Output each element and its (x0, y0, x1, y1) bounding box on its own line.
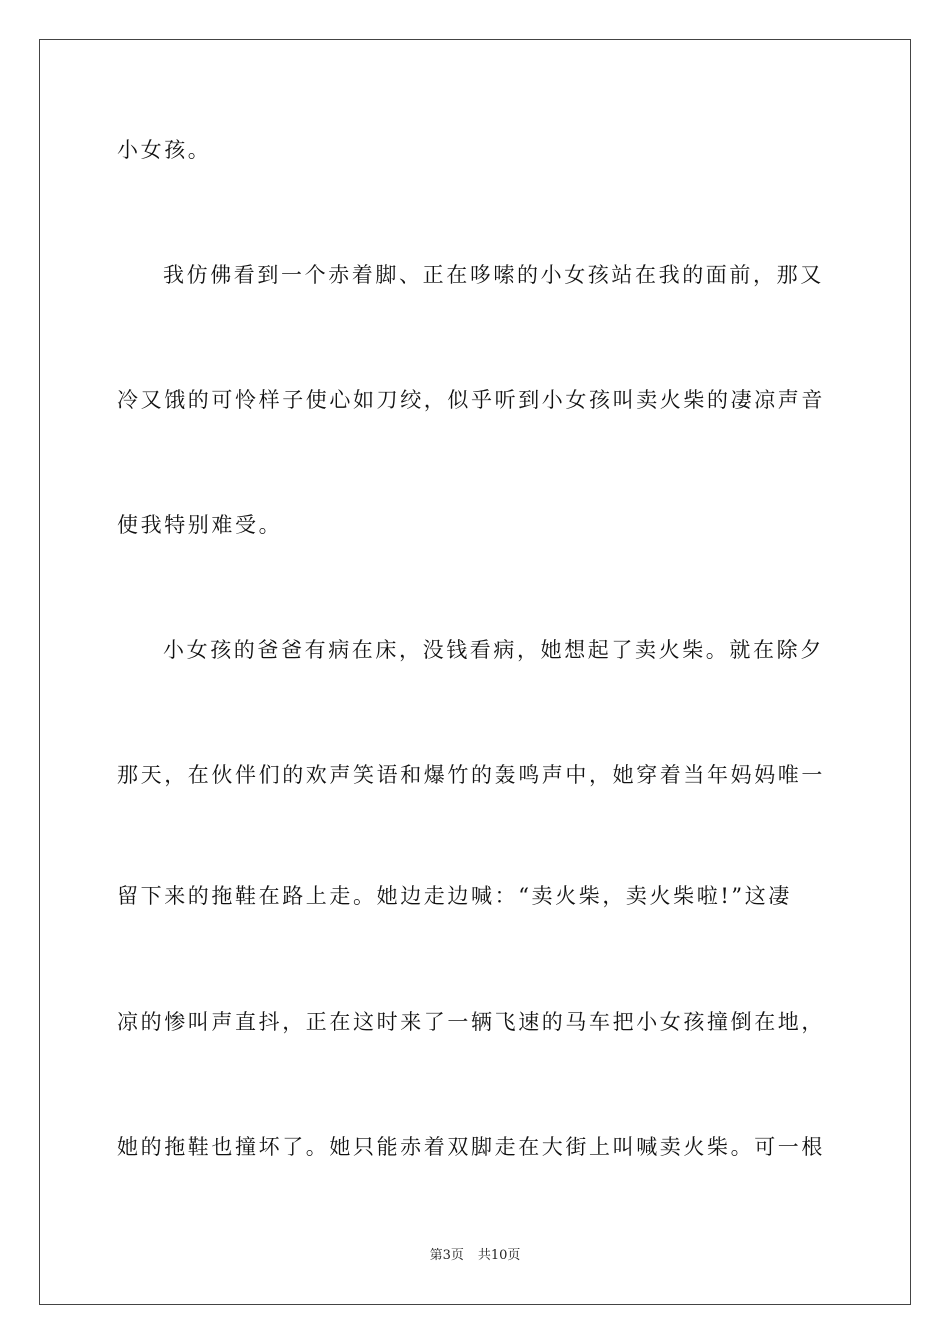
text-line-4: 使我特别难受。 (117, 513, 283, 537)
page-footer (0, 1247, 950, 1265)
text-line-1: 小女孩。 (117, 138, 212, 162)
text-line-5: 小女孩的爸爸有病在床，没钱看病，她想起了卖火柴。就在除夕 (163, 638, 824, 662)
text-line-9: 她的拖鞋也撞坏了。她只能赤着双脚走在大街上叫喊卖火柴。可一根 (117, 1135, 825, 1159)
text-line-6: 那天，在伙伴们的欢声笑语和爆竹的轰鸣声中，她穿着当年妈妈唯一 (117, 763, 825, 787)
page-total: 共10页 (477, 1248, 521, 1263)
text-line-8: 凉的惨叫声直抖，正在这时来了一辆飞速的马车把小女孩撞倒在地， (117, 1010, 825, 1034)
text-line-7: 留下来的拖鞋在路上走。她边走边喊：“卖火柴，卖火柴啦!”这凄 (117, 884, 792, 908)
text-line-3: 冷又饿的可怜样子使心如刀绞，似乎听到小女孩叫卖火柴的凄凉声音 (117, 388, 825, 412)
page-border (39, 39, 911, 1305)
text-line-2: 我仿佛看到一个赤着脚、正在哆嗦的小女孩站在我的面前，那又 (163, 263, 824, 287)
page-number: 第3页 (429, 1248, 464, 1263)
